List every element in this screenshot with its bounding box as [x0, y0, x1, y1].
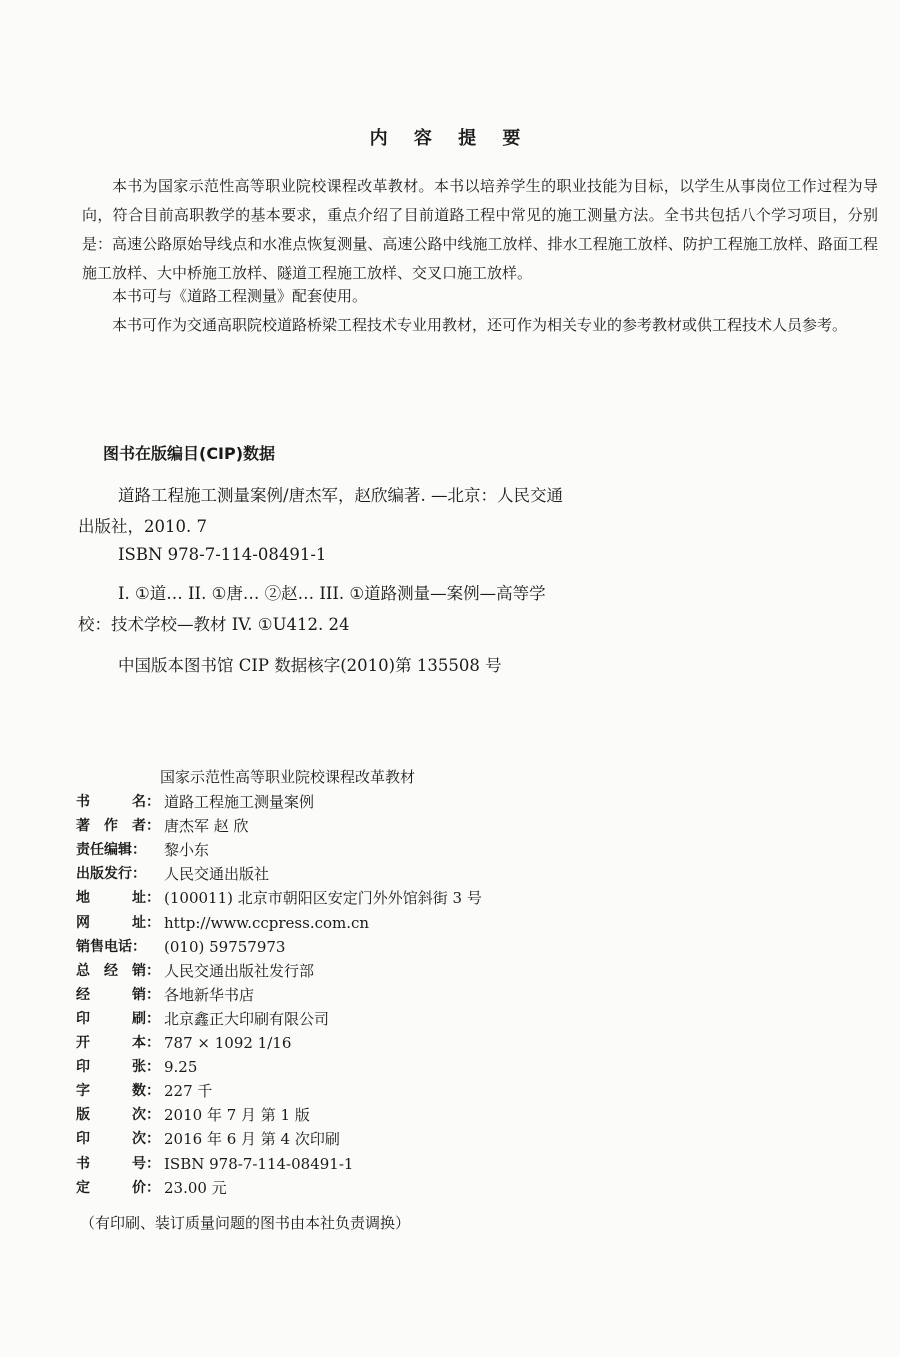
colophon-key-part: 作 [104, 818, 118, 835]
colophon-key-part: 址： [132, 890, 160, 907]
colophon-key-part: 开 [76, 1035, 90, 1051]
colophon-key [76, 935, 160, 959]
colophon-key-part: 书 [76, 794, 90, 810]
colophon-key-part: 地 [76, 890, 90, 907]
colophon-key-part: 销： [132, 962, 160, 979]
colophon-key-part: 销： [132, 986, 160, 1003]
cip-heading: 图书在版编目(CIP)数据 [103, 444, 276, 463]
colophon-row [76, 911, 369, 935]
colophon-value: 227 千 [164, 1082, 213, 1101]
colophon-key [76, 1127, 160, 1151]
colophon-value: 唐杰军 赵 欣 [164, 817, 249, 836]
colophon-key [76, 959, 160, 983]
colophon-value: 787 × 1092 1/16 [164, 1034, 292, 1052]
colophon-key-part: 本： [132, 1035, 160, 1051]
colophon-row [76, 1103, 310, 1127]
colophon-key-part: 刷： [132, 1010, 160, 1027]
colophon-row [76, 886, 482, 910]
summary-title: 内 容 提 要 [369, 128, 531, 149]
colophon-row [76, 959, 314, 983]
colophon-row [76, 1031, 291, 1055]
colophon-row [76, 1007, 329, 1031]
colophon-key-part: 次： [132, 1107, 160, 1124]
colophon-key [76, 790, 160, 814]
colophon-value: 黎小东 [164, 841, 210, 860]
colophon-key-part: 网 [76, 914, 90, 931]
colophon-key [76, 983, 160, 1007]
colophon-row [76, 1079, 212, 1103]
colophon-key [76, 1103, 160, 1127]
cip-isbn: ISBN 978-7-114-08491-1 [118, 545, 327, 564]
colophon-row [76, 838, 209, 862]
colophon-key-part: 价： [132, 1179, 160, 1196]
summary-paragraph-2: 本书可与《道路工程测量》配套使用。 [112, 287, 368, 305]
colophon-row [76, 1127, 340, 1151]
colophon-key-part: 号： [132, 1155, 160, 1172]
colophon-row [76, 935, 285, 959]
summary-paragraph-3: 本书可作为交通高职院校道路桥梁工程技术专业用教材，还可作为相关专业的参考教材或供工程技术人员参考。 [112, 316, 848, 334]
colophon-key-part: 数： [132, 1083, 160, 1100]
colophon-key [76, 862, 160, 886]
colophon-value: 道路工程施工测量案例 [164, 793, 315, 811]
colophon-row [76, 814, 249, 838]
colophon-key-part: 责任编辑： [76, 842, 146, 859]
colophon-key [76, 1007, 160, 1031]
colophon-value: 2016 年 6 月 第 4 次印刷 [164, 1130, 340, 1149]
colophon-key-part: 印 [76, 1010, 90, 1027]
colophon-key-part: 总 [76, 962, 90, 979]
colophon-value: 北京鑫正大印刷有限公司 [164, 1009, 330, 1028]
colophon-row [76, 790, 314, 814]
colophon-key-part: 版 [76, 1107, 90, 1124]
colophon-value: 23.00 元 [164, 1178, 227, 1197]
colophon-key-part: 者： [132, 818, 160, 835]
series-name: 国家示范性高等职业院校课程改革教材 [160, 768, 416, 786]
colophon-key-part: 张： [132, 1059, 160, 1076]
colophon-key-part: 名： [132, 794, 160, 810]
colophon-key-part: 字 [76, 1083, 90, 1100]
colophon-key-part: 销售电话： [76, 938, 146, 955]
cip-core-number: 中国版本图书馆 CIP 数据核字(2010)第 135508 号 [118, 656, 502, 675]
colophon-key [76, 1031, 160, 1055]
colophon-key [76, 1152, 160, 1176]
cip-entry-classification: I. ①道… II. ①唐… ②赵… III. ①道路测量—案例—高等学校：技术学校—教材 IV. ①U412. 24 [78, 584, 546, 634]
colophon-key [76, 1055, 160, 1079]
colophon-row [76, 1152, 353, 1176]
colophon-key-part: 经 [76, 986, 90, 1003]
colophon-key-part: 印 [76, 1059, 90, 1076]
colophon-value: (010) 59757973 [164, 937, 286, 956]
colophon-row [76, 1176, 227, 1200]
colophon-row [76, 983, 254, 1007]
colophon-key [76, 814, 160, 838]
colophon-value: 2010 年 7 月 第 1 版 [164, 1106, 310, 1125]
cip-entry-title: 道路工程施工测量案例/唐杰军，赵欣编著. —北京：人民交通出版社，2010. 7 [78, 486, 564, 536]
colophon-key [76, 1079, 160, 1103]
colophon-row [76, 862, 269, 886]
colophon-key [76, 911, 160, 935]
colophon-value: 人民交通出版社发行部 [164, 961, 315, 980]
colophon-key-part: 印 [76, 1131, 90, 1148]
colophon-key-part: 书 [76, 1155, 90, 1172]
colophon-value: (100011) 北京市朝阳区安定门外外馆斜街 3 号 [164, 889, 482, 908]
colophon-key-part: 址： [132, 914, 160, 931]
quality-note: （有印刷、装订质量问题的图书由本社负责调换） [80, 1214, 411, 1232]
colophon-value: 人民交通出版社 [164, 865, 270, 884]
colophon-value: http://www.ccpress.com.cn [164, 913, 370, 932]
colophon-key-part: 著 [76, 818, 90, 835]
colophon-value: ISBN 978-7-114-08491-1 [164, 1154, 354, 1173]
colophon-key-part: 出版发行： [76, 866, 146, 883]
colophon-key [76, 838, 160, 862]
colophon-row [76, 1055, 197, 1079]
colophon-value: 9.25 [164, 1058, 198, 1077]
colophon-value: 各地新华书店 [164, 985, 255, 1004]
colophon-key-part: 经 [104, 962, 118, 979]
colophon-key-part: 次： [132, 1131, 160, 1148]
colophon-key-part: 定 [76, 1179, 90, 1196]
summary-paragraph-1: 本书为国家示范性高等职业院校课程改革教材。本书以培养学生的职业技能为目标，以学生从事岗位工作过程为导向，符合目前高职教学的基本要求，重点介绍了目前道路工程中常见的施工测量方法。全书共包括八个学习项目，分别是：高速公路原始导线点和水准点恢复测量、高速公路中线施工放样、排水工程施工放样、防护工程施工放样、路面工程施工放样、大中桥施工放样、隧道工程施工放样、交叉口施工放样。 [82, 177, 878, 282]
colophon-key [76, 886, 160, 910]
colophon-key [76, 1176, 160, 1200]
